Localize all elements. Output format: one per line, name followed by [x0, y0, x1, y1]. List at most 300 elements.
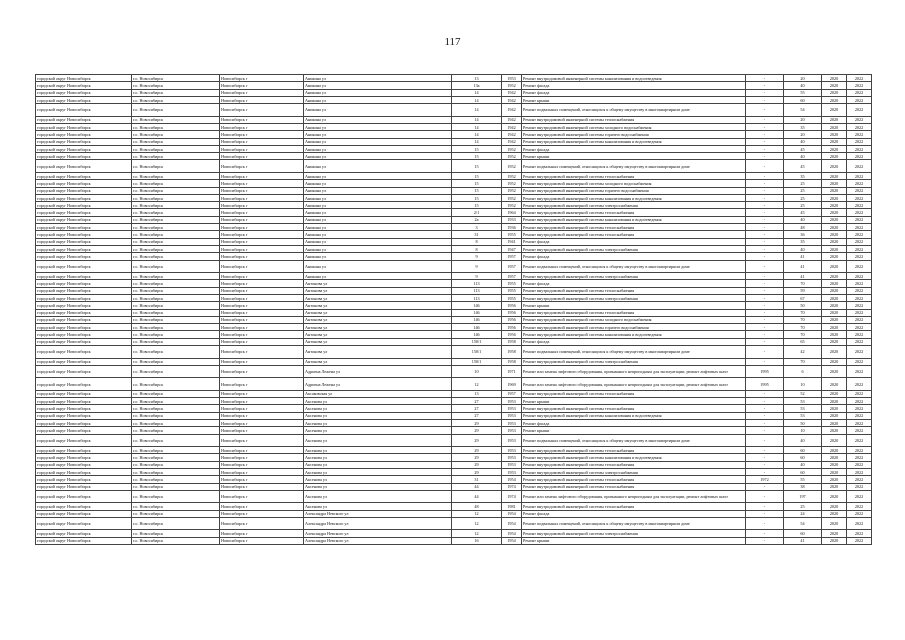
year-built-cell: 1941	[502, 238, 522, 245]
end-year-cell: 2022	[847, 346, 872, 359]
locality-cell: Новосибирск г	[220, 331, 304, 338]
municipality-cell: городской округ Новосибирск	[36, 365, 132, 378]
start-year-cell: 2020	[822, 224, 847, 231]
locality-cell: Новосибирск г	[220, 454, 304, 461]
table-row	[36, 454, 872, 461]
end-year-cell: 2022	[847, 503, 872, 510]
district-cell: г.о. Новосибирск	[132, 75, 220, 82]
street-cell: Аникина ул	[304, 187, 452, 194]
table-row	[36, 224, 872, 231]
year-built-cell: 1953	[502, 427, 522, 434]
lift-year-cell: -	[746, 398, 784, 405]
district-cell: г.о. Новосибирск	[132, 447, 220, 454]
district-cell: г.о. Новосибирск	[132, 302, 220, 309]
municipality-cell: городской округ Новосибирск	[36, 517, 132, 530]
work-type-cell: Ремонт крыши	[522, 537, 746, 544]
locality-cell: Новосибирск г	[220, 434, 304, 447]
start-year-cell: 2020	[822, 294, 847, 301]
municipality-cell: городской округ Новосибирск	[36, 476, 132, 483]
wear-cell: 41	[784, 260, 822, 273]
year-built-cell: 1957	[502, 260, 522, 273]
wear-cell: 60	[784, 468, 822, 475]
street-cell: Аксенова ул	[304, 503, 452, 510]
year-built-cell: 1942	[502, 123, 522, 130]
wear-cell: 70	[784, 324, 822, 331]
lift-year-cell: -	[746, 316, 784, 323]
work-type-cell: Ремонт внутридомовой инженерной системы теплоснабжения	[522, 309, 746, 316]
locality-cell: Новосибирск г	[220, 483, 304, 490]
municipality-cell: городской округ Новосибирск	[36, 537, 132, 544]
start-year-cell: 2020	[822, 96, 847, 103]
work-type-cell: Ремонт внутридомовой инженерной системы теплоснабжения	[522, 447, 746, 454]
end-year-cell: 2022	[847, 104, 872, 117]
locality-cell: Новосибирск г	[220, 461, 304, 468]
locality-cell: Новосибирск г	[220, 160, 304, 173]
wear-cell: 35	[784, 238, 822, 245]
locality-cell: Новосибирск г	[220, 75, 304, 82]
end-year-cell: 2022	[847, 510, 872, 517]
table-row	[36, 517, 872, 530]
table-row	[36, 427, 872, 434]
locality-cell: Новосибирск г	[220, 390, 304, 397]
lift-year-cell: -	[746, 454, 784, 461]
end-year-cell: 2022	[847, 338, 872, 345]
year-built-cell: 1952	[502, 180, 522, 187]
street-cell: Аникина ул	[304, 138, 452, 145]
work-type-cell: Ремонт внутридомовой инженерной системы электроснабжения	[522, 202, 746, 209]
district-cell: г.о. Новосибирск	[132, 131, 220, 138]
house-cell: 146	[452, 331, 502, 338]
street-cell: Аникина ул	[304, 172, 452, 179]
wear-cell: 25	[784, 202, 822, 209]
year-built-cell: 1958	[502, 358, 522, 365]
district-cell: г.о. Новосибирск	[132, 172, 220, 179]
table-row	[36, 153, 872, 160]
wear-cell: 65	[784, 338, 822, 345]
street-cell: Аникина ул	[304, 209, 452, 216]
year-built-cell: 1942	[502, 116, 522, 123]
street-cell: Аникина ул	[304, 194, 452, 201]
work-type-cell: Ремонт внутридомовой инженерной системы горячего водоснабжения	[522, 131, 746, 138]
municipality-cell: городской округ Новосибирск	[36, 490, 132, 503]
district-cell: г.о. Новосибирск	[132, 138, 220, 145]
end-year-cell: 2022	[847, 309, 872, 316]
locality-cell: Новосибирск г	[220, 153, 304, 160]
lift-year-cell: -	[746, 131, 784, 138]
start-year-cell: 2020	[822, 454, 847, 461]
year-built-cell: 1956	[502, 324, 522, 331]
municipality-cell: городской округ Новосибирск	[36, 160, 132, 173]
street-cell: Аникина ул	[304, 104, 452, 117]
work-type-cell: Ремонт внутридомовой инженерной системы горячего водоснабжения	[522, 187, 746, 194]
table-row	[36, 365, 872, 378]
house-cell: 14	[452, 123, 502, 130]
municipality-cell: городской округ Новосибирск	[36, 346, 132, 359]
district-cell: г.о. Новосибирск	[132, 346, 220, 359]
table-row	[36, 123, 872, 130]
work-type-cell: Ремонт внутридомовой инженерной системы электроснабжения	[522, 358, 746, 365]
wear-cell: 20	[784, 75, 822, 82]
wear-cell: 45	[784, 145, 822, 152]
work-type-cell: Ремонт фасада	[522, 253, 746, 260]
start-year-cell: 2020	[822, 253, 847, 260]
table-row	[36, 231, 872, 238]
municipality-cell: городской округ Новосибирск	[36, 316, 132, 323]
end-year-cell: 2022	[847, 434, 872, 447]
table-row	[36, 145, 872, 152]
street-cell: Аникина ул	[304, 231, 452, 238]
wear-cell: 41	[784, 273, 822, 280]
start-year-cell: 2020	[822, 75, 847, 82]
wear-cell: 52	[784, 390, 822, 397]
year-built-cell: 1953	[502, 398, 522, 405]
municipality-cell: городской округ Новосибирск	[36, 454, 132, 461]
work-type-cell: Ремонт внутридомовой инженерной системы теплоснабжения	[522, 503, 746, 510]
year-built-cell: 1955	[502, 280, 522, 287]
end-year-cell: 2022	[847, 405, 872, 412]
house-cell: 8	[452, 238, 502, 245]
street-cell: Аникина ул	[304, 131, 452, 138]
wear-cell: 10	[784, 378, 822, 391]
start-year-cell: 2020	[822, 483, 847, 490]
district-cell: г.о. Новосибирск	[132, 365, 220, 378]
end-year-cell: 2022	[847, 138, 872, 145]
locality-cell: Новосибирск г	[220, 324, 304, 331]
locality-cell: Новосибирск г	[220, 187, 304, 194]
lift-year-cell: -	[746, 412, 784, 419]
street-cell: Адриена Лежена ул	[304, 378, 452, 391]
street-cell: Аникина ул	[304, 116, 452, 123]
end-year-cell: 2022	[847, 209, 872, 216]
work-type-cell: Ремонт фасада	[522, 145, 746, 152]
locality-cell: Новосибирск г	[220, 224, 304, 231]
district-cell: г.о. Новосибирск	[132, 145, 220, 152]
year-built-cell: 1955	[502, 231, 522, 238]
work-type-cell: Ремонт внутридомовой инженерной системы теплоснабжения	[522, 405, 746, 412]
wear-cell: 60	[784, 447, 822, 454]
locality-cell: Новосибирск г	[220, 138, 304, 145]
year-built-cell: 1954	[502, 537, 522, 544]
wear-cell: 70	[784, 316, 822, 323]
street-cell: Антонова ул	[304, 302, 452, 309]
municipality-cell: городской округ Новосибирск	[36, 224, 132, 231]
house-cell: 15	[452, 160, 502, 173]
year-built-cell: 1952	[502, 145, 522, 152]
street-cell: Аксенова ул	[304, 427, 452, 434]
table-row	[36, 96, 872, 103]
table-row	[36, 302, 872, 309]
street-cell: Антонова ул	[304, 280, 452, 287]
street-cell: Аксенова ул	[304, 405, 452, 412]
district-cell: г.о. Новосибирск	[132, 338, 220, 345]
street-cell: Александра Невского ул	[304, 537, 452, 544]
table-row	[36, 390, 872, 397]
year-built-cell: 1957	[502, 273, 522, 280]
municipality-cell: городской округ Новосибирск	[36, 172, 132, 179]
wear-cell: 70	[784, 331, 822, 338]
table-row	[36, 116, 872, 123]
wear-cell: 40	[784, 245, 822, 252]
start-year-cell: 2020	[822, 530, 847, 537]
lift-year-cell: -	[746, 96, 784, 103]
wear-cell: 60	[784, 530, 822, 537]
municipality-cell: городской округ Новосибирск	[36, 530, 132, 537]
table-row	[36, 309, 872, 316]
district-cell: г.о. Новосибирск	[132, 194, 220, 201]
start-year-cell: 2020	[822, 194, 847, 201]
house-cell: 9	[452, 260, 502, 273]
locality-cell: Новосибирск г	[220, 216, 304, 223]
end-year-cell: 2022	[847, 461, 872, 468]
district-cell: г.о. Новосибирск	[132, 209, 220, 216]
table-row	[36, 405, 872, 412]
street-cell: Аксенова ул	[304, 490, 452, 503]
locality-cell: Новосибирск г	[220, 116, 304, 123]
table-row	[36, 358, 872, 365]
district-cell: г.о. Новосибирск	[132, 378, 220, 391]
district-cell: г.о. Новосибирск	[132, 287, 220, 294]
end-year-cell: 2022	[847, 412, 872, 419]
table-row	[36, 398, 872, 405]
district-cell: г.о. Новосибирск	[132, 461, 220, 468]
start-year-cell: 2020	[822, 503, 847, 510]
street-cell: Аксенова ул	[304, 398, 452, 405]
municipality-cell: городской округ Новосибирск	[36, 216, 132, 223]
work-type-cell: Ремонт внутридомовой инженерной системы канализования и водоотведения	[522, 216, 746, 223]
locality-cell: Новосибирск г	[220, 104, 304, 117]
wear-cell: 197	[784, 490, 822, 503]
work-type-cell: Ремонт фасада	[522, 338, 746, 345]
year-built-cell: 1953	[502, 461, 522, 468]
wear-cell: 25	[784, 187, 822, 194]
lift-year-cell: -	[746, 294, 784, 301]
district-cell: г.о. Новосибирск	[132, 324, 220, 331]
table-row	[36, 503, 872, 510]
municipality-cell: городской округ Новосибирск	[36, 245, 132, 252]
house-cell: 14	[452, 138, 502, 145]
district-cell: г.о. Новосибирск	[132, 273, 220, 280]
work-type-cell: Ремонт подвальных помещений, относящихся к общему имуществу в многоквартирном доме	[522, 434, 746, 447]
lift-year-cell: -	[746, 287, 784, 294]
start-year-cell: 2020	[822, 216, 847, 223]
end-year-cell: 2022	[847, 180, 872, 187]
street-cell: Антонова ул	[304, 324, 452, 331]
district-cell: г.о. Новосибирск	[132, 280, 220, 287]
year-built-cell: 1947	[502, 245, 522, 252]
municipality-cell: городской округ Новосибирск	[36, 483, 132, 490]
table-row	[36, 253, 872, 260]
street-cell: Адриена Лежена ул	[304, 365, 452, 378]
year-built-cell: 1974	[502, 490, 522, 503]
end-year-cell: 2022	[847, 294, 872, 301]
locality-cell: Новосибирск г	[220, 503, 304, 510]
table-row	[36, 260, 872, 273]
start-year-cell: 2020	[822, 338, 847, 345]
locality-cell: Новосибирск г	[220, 427, 304, 434]
street-cell: Аксенова ул	[304, 476, 452, 483]
wear-cell: 45	[784, 209, 822, 216]
end-year-cell: 2022	[847, 153, 872, 160]
table-row	[36, 346, 872, 359]
street-cell: Аксаковская ул	[304, 390, 452, 397]
lift-year-cell: -	[746, 82, 784, 89]
municipality-cell: городской округ Новосибирск	[36, 405, 132, 412]
house-cell: 15	[452, 194, 502, 201]
house-cell: 29	[452, 434, 502, 447]
work-type-cell: Ремонт внутридомовой инженерной системы теплоснабжения	[522, 224, 746, 231]
street-cell: Аксенова ул	[304, 434, 452, 447]
municipality-cell: городской округ Новосибирск	[36, 434, 132, 447]
year-built-cell: 1952	[502, 202, 522, 209]
start-year-cell: 2020	[822, 537, 847, 544]
lift-year-cell: -	[746, 75, 784, 82]
start-year-cell: 2020	[822, 476, 847, 483]
table-row	[36, 476, 872, 483]
end-year-cell: 2022	[847, 302, 872, 309]
start-year-cell: 2020	[822, 412, 847, 419]
municipality-cell: городской округ Новосибирск	[36, 287, 132, 294]
table-row	[36, 138, 872, 145]
street-cell: Антонова ул	[304, 287, 452, 294]
locality-cell: Новосибирск г	[220, 365, 304, 378]
end-year-cell: 2022	[847, 483, 872, 490]
street-cell: Аникина ул	[304, 153, 452, 160]
house-cell: 13	[452, 390, 502, 397]
work-type-cell: Ремонт крыши	[522, 96, 746, 103]
lift-year-cell: -	[746, 202, 784, 209]
house-cell: 12	[452, 530, 502, 537]
house-cell: 27	[452, 412, 502, 419]
lift-year-cell: -	[746, 160, 784, 173]
municipality-cell: городской округ Новосибирск	[36, 89, 132, 96]
work-type-cell: Ремонт или замена лифтового оборудования, признанного непригодным для эксплуатации, ремонт лифтовых шахт	[522, 365, 746, 378]
house-cell: 2а	[452, 216, 502, 223]
wear-cell: 41	[784, 253, 822, 260]
work-type-cell: Ремонт фасада	[522, 82, 746, 89]
house-cell: 146	[452, 302, 502, 309]
house-cell: 150/1	[452, 358, 502, 365]
municipality-cell: городской округ Новосибирск	[36, 447, 132, 454]
house-cell: 44	[452, 490, 502, 503]
district-cell: г.о. Новосибирск	[132, 490, 220, 503]
lift-year-cell: -	[746, 224, 784, 231]
municipality-cell: городской округ Новосибирск	[36, 468, 132, 475]
end-year-cell: 2022	[847, 331, 872, 338]
year-built-cell: 1953	[502, 447, 522, 454]
table-row	[36, 294, 872, 301]
table-row	[36, 530, 872, 537]
year-built-cell: 1955	[502, 294, 522, 301]
street-cell: Аникина ул	[304, 96, 452, 103]
house-cell: 113	[452, 280, 502, 287]
wear-cell: 40	[784, 434, 822, 447]
table-row	[36, 187, 872, 194]
lift-year-cell: -	[746, 461, 784, 468]
district-cell: г.о. Новосибирск	[132, 160, 220, 173]
house-cell: 27	[452, 405, 502, 412]
municipality-cell: городской округ Новосибирск	[36, 427, 132, 434]
end-year-cell: 2022	[847, 82, 872, 89]
locality-cell: Новосибирск г	[220, 273, 304, 280]
locality-cell: Новосибирск г	[220, 530, 304, 537]
street-cell: Аникина ул	[304, 180, 452, 187]
lift-year-cell: -	[746, 194, 784, 201]
street-cell: Аксенова ул	[304, 468, 452, 475]
district-cell: г.о. Новосибирск	[132, 309, 220, 316]
wear-cell: 55	[784, 476, 822, 483]
start-year-cell: 2020	[822, 160, 847, 173]
house-cell: 16	[452, 537, 502, 544]
table-row	[36, 324, 872, 331]
end-year-cell: 2022	[847, 468, 872, 475]
end-year-cell: 2022	[847, 390, 872, 397]
street-cell: Аксенова ул	[304, 483, 452, 490]
year-built-cell: 1953	[502, 412, 522, 419]
street-cell: Аникина ул	[304, 273, 452, 280]
wear-cell: 25	[784, 180, 822, 187]
year-built-cell: 1933	[502, 216, 522, 223]
street-cell: Аникина ул	[304, 253, 452, 260]
end-year-cell: 2022	[847, 75, 872, 82]
district-cell: г.о. Новосибирск	[132, 116, 220, 123]
end-year-cell: 2022	[847, 224, 872, 231]
lift-year-cell: -	[746, 530, 784, 537]
house-cell: 29	[452, 419, 502, 426]
end-year-cell: 2022	[847, 253, 872, 260]
house-cell: 29	[452, 454, 502, 461]
start-year-cell: 2020	[822, 405, 847, 412]
end-year-cell: 2022	[847, 245, 872, 252]
start-year-cell: 2020	[822, 245, 847, 252]
wear-cell: 10	[784, 427, 822, 434]
locality-cell: Новосибирск г	[220, 517, 304, 530]
district-cell: г.о. Новосибирск	[132, 180, 220, 187]
house-cell: 29	[452, 468, 502, 475]
house-cell: 10	[452, 365, 502, 378]
house-cell: 15	[452, 172, 502, 179]
district-cell: г.о. Новосибирск	[132, 96, 220, 103]
end-year-cell: 2022	[847, 160, 872, 173]
end-year-cell: 2022	[847, 476, 872, 483]
municipality-cell: городской округ Новосибирск	[36, 260, 132, 273]
lift-year-cell: -	[746, 153, 784, 160]
locality-cell: Новосибирск г	[220, 231, 304, 238]
district-cell: г.о. Новосибирск	[132, 454, 220, 461]
lift-year-cell: -	[746, 209, 784, 216]
district-cell: г.о. Новосибирск	[132, 427, 220, 434]
district-cell: г.о. Новосибирск	[132, 412, 220, 419]
lift-year-cell: -	[746, 324, 784, 331]
locality-cell: Новосибирск г	[220, 294, 304, 301]
house-cell: 150/1	[452, 346, 502, 359]
house-cell: 48	[452, 503, 502, 510]
wear-cell: 59	[784, 287, 822, 294]
locality-cell: Новосибирск г	[220, 346, 304, 359]
table-row	[36, 461, 872, 468]
district-cell: г.о. Новосибирск	[132, 238, 220, 245]
street-cell: Антонова ул	[304, 294, 452, 301]
start-year-cell: 2020	[822, 434, 847, 447]
table-row	[36, 490, 872, 503]
lift-year-cell: -	[746, 172, 784, 179]
end-year-cell: 2022	[847, 287, 872, 294]
locality-cell: Новосибирск г	[220, 180, 304, 187]
work-type-cell: Ремонт внутридомовой инженерной системы электроснабжения	[522, 468, 746, 475]
house-cell: 146	[452, 309, 502, 316]
district-cell: г.о. Новосибирск	[132, 517, 220, 530]
lift-year-cell: 1972	[746, 476, 784, 483]
work-type-cell: Ремонт подвальных помещений, относящихся к общему имуществу в многоквартирном доме	[522, 517, 746, 530]
